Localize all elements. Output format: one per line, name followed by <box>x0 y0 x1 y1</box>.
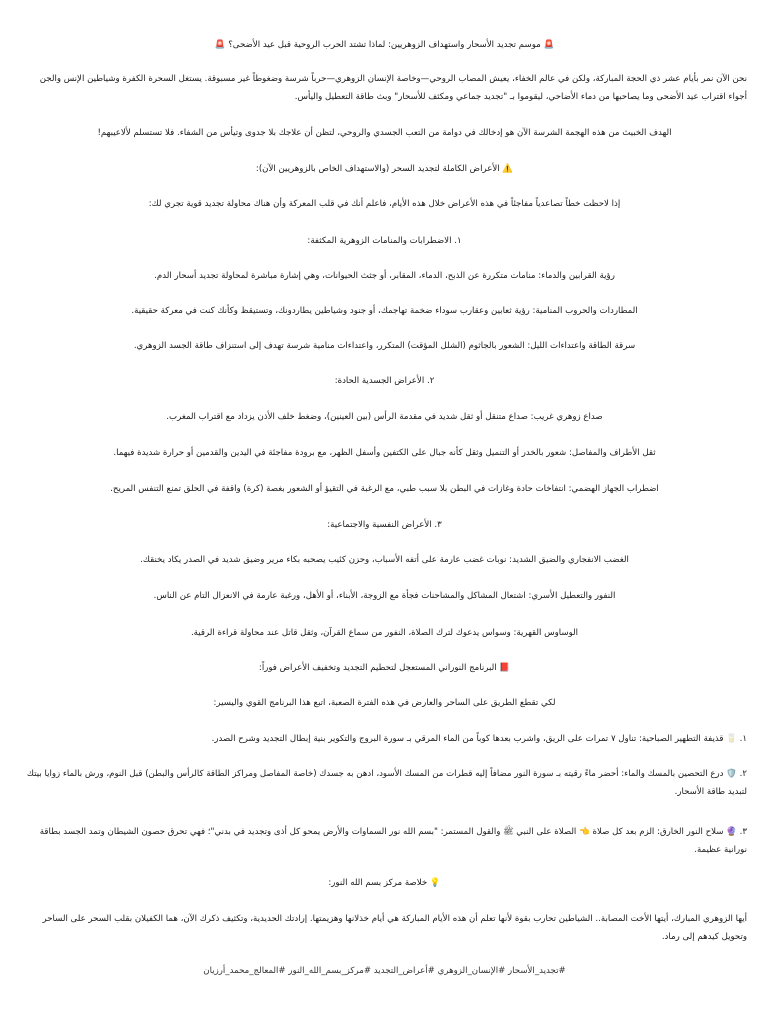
program-item-3: ٣. 🔮 سلاح النور الخارق: الزم بعد كل صلاة 👈 الصلاة على النبي ﷺ والقول المستمر: "بسم الله نور السماوات والأرض يمحو كل أذى وتجديد في بدني"؛ فهي تحرق حصون الشيطان وتمد الجسد بطاقة نورانية عظيمة. <box>39 827 747 855</box>
list-item: رؤية القرابين والدماء: منامات متكررة عن الذبح، الدماء، المقابر، أو جثث الحيوانات، وهي إشارة مباشرة لمحاولة تجديد أسحار الدم. <box>154 271 615 281</box>
post-title: 🚨 موسم تجديد الأسحار واستهداف الزوهريين: لماذا تشتد الحرب الروحية قبل عيد الأضحى؟ 🚨 <box>214 40 555 50</box>
list-item: المطاردات والحروب المنامية: رؤية ثعابين وعقارب سوداء ضخمة تهاجمك، أو جنود وشياطين يطاردونك، وتستيقظ وكأنك كنت في معركة حقيقية. <box>131 306 638 316</box>
list-item: سرقة الطاقة واعتداءات الليل: الشعور بالجاثوم (الشلل المؤقت) المتكرر، واعتداءات منامية شرسة تهدف إلى استنزاف طاقة الجسد الزوهري. <box>133 341 636 351</box>
list-item: صداع زوهري غريب: صداع متنقل أو ثقل شديد في مقدمة الرأس (بين العينين)، وضغط خلف الأذن يزداد مع اقتراب المغرب. <box>166 412 603 422</box>
list-item: الغضب الانفجاري والضيق الشديد: نوبات غضب عارمة على أتفه الأسباب، وحزن كئيب يصحبه بكاء مرير وضيق شديد في الصدر يكاد يخنقك. <box>140 555 629 565</box>
section-2-heading: ٢. الأعراض الجسدية الحادة: <box>334 376 435 386</box>
list-item: ثقل الأطراف والمفاصل: شعور بالخدر أو التنميل وثقل كأنه جبال على الكتفين وأسفل الظهر، مع برودة مفاجئة في اليدين والقدمين أو حرارة شديدة فيهما. <box>113 448 656 458</box>
program-item-2: ٢. 🛡️ درع التحصين بالمسك والماء: أحضر ماءً رقيته بـ سورة النور مضافاً إليه قطرات من المسك الأسود، ادهن به جسدك (خاصة المفاصل ومراكز الطاقة كالرأس والبطن) قبل النوم، ورش بالماء زوايا بيتك لتبديد طاقة الأسحار. <box>26 769 747 797</box>
section-1-heading: ١. الاضطرابات والمنامات الزوهرية المكثفة: <box>307 236 462 246</box>
intro-paragraph: نحن الآن نمر بأيام عشر ذي الحجة المباركة، ولكن في عالم الخفاء، يعيش المصاب الروحي—وخاصة الإنسان الزوهري—حرباً شرسة وضغوطاً غير مسبوقة. يستغل السحرة الكفرة وشياطين الإنس والجن أجواء اقتراب عيد الأضحى وما يصاحبها من دماء الأضاحي، ليقوموا بـ "تجديد جماعي ومكثف للأسحار" وبث طاقة التعطيل واليأس. <box>39 74 747 102</box>
list-item: الوساوس القهرية: وسواس يدعوك لترك الصلاة، النفور من سماع القرآن، وثقل قاتل عند محاولة قراءة الرقية. <box>190 628 579 638</box>
symptoms-intro: إذا لاحظت خطاً تصاعدياً مفاجئاً في هذه الأعراض خلال هذه الأيام، فاعلم أنك في قلب المعركة وأن هناك محاولة تجديد قوية تجري لك: <box>148 199 621 209</box>
program-item-1: ١. 🥛 قذيفة التطهير الصباحية: تناول ٧ تمرات على الريق، واشرب بعدها كوباً من الماء المرقي بـ سورة البروج والتكوير بنية إبطال التجديد وشرح الصدر. <box>211 734 747 744</box>
section-3-heading: ٣. الأعراض النفسية والاجتماعية: <box>327 520 442 530</box>
list-item: النفور والتعطيل الأسري: اشتعال المشاكل والمشاحنات فجأة مع الزوجة، الأبناء، أو الأهل، ورغبة عارمة في الانعزال التام عن الناس. <box>153 591 616 601</box>
summary-heading: 💡 خلاصة مركز بسم الله النور: <box>328 878 441 888</box>
symptoms-heading: ⚠️ الأعراض الكاملة لتجديد السحر (والاستهداف الخاص بالزوهريين الآن): <box>255 164 514 174</box>
hashtags: #تجديد_الأسحار #الإنسان_الزوهري #أعراض_التجديد #مركز_بسم_الله_النور #المعالج_محمد_أرزيان <box>203 966 566 976</box>
goal-paragraph: الهدف الخبيث من هذه الهجمة الشرسة الآن هو إدخالك في دوامة من التعب الجسدي والروحي، لتظن أن علاجك بلا جدوى وتيأس من الشفاء. فلا تستسلم لألاعيبهم! <box>97 128 672 138</box>
list-item: اضطراب الجهاز الهضمي: انتفاخات حادة وغازات في البطن بلا سبب طبي، مع الرغبة في التقيؤ أو الشعور بغصة (كرة) واقفة في الحلق تمنع التنفس المريح. <box>110 484 659 494</box>
program-heading: 📕 البرنامج النوراني المستعجل لتحطيم التجديد وتخفيف الأعراض فوراً: <box>258 663 511 673</box>
summary-paragraph: أيها الزوهري المبارك، أيتها الأخت المصابة.. الشياطين تحارب بقوة لأنها تعلم أن هذه الأيام المباركة هي أيام خذلانها وهزيمتها. إرادتك الحديدية، وتكثيف ذكرك الآن، هما الكفيلان بقلب السحر على الساحر وتحويل كيدهم إلى رماد. <box>42 914 747 942</box>
program-intro: لكي تقطع الطريق على الساحر والعارض في هذه الفترة الصعبة، اتبع هذا البرنامج القوي واليسير: <box>213 698 556 708</box>
